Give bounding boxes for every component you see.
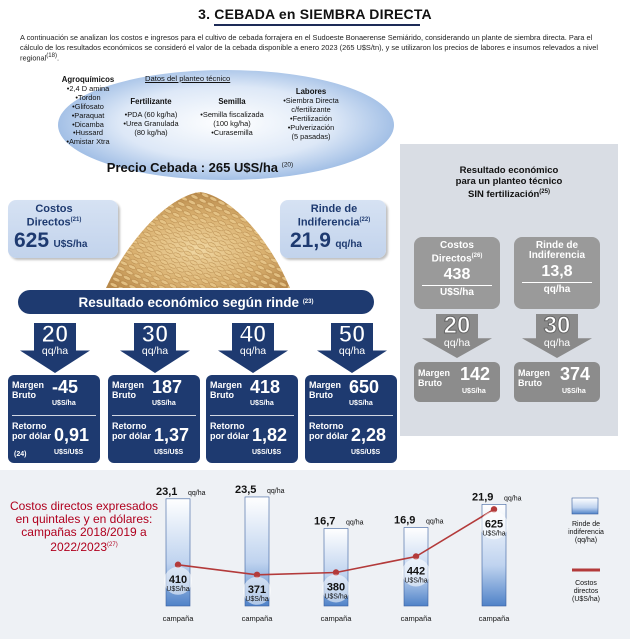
- rp-rinde-value: 20: [443, 312, 471, 339]
- labores-block: [274, 88, 348, 141]
- indiferencia-bar-label: 23,1: [156, 485, 178, 498]
- sin-fertilizacion-title: [400, 165, 618, 200]
- campaign-tick-label: campaña: [478, 614, 510, 623]
- indiferencia-bar-unit: qq/ha: [267, 487, 285, 495]
- retorno-note: (24): [14, 451, 27, 458]
- rinde-indiferencia-value-row: [290, 229, 362, 253]
- rp-title-line: Resultado económico: [459, 165, 559, 176]
- rp-margen-label: Margen Bruto: [518, 368, 551, 388]
- campaign-tick-label: campaña: [400, 614, 432, 623]
- margen-value: 650: [349, 377, 380, 397]
- margen-unit: U$S/ha: [52, 400, 76, 407]
- indiferencia-bar-unit: qq/ha: [346, 519, 364, 527]
- rinde-unit: qq/ha: [41, 345, 69, 357]
- costos-point-label: 380: [326, 581, 346, 594]
- agroquimicos-item: •Glifosato: [72, 101, 104, 111]
- card-divider: [112, 415, 196, 416]
- retorno-value: 1,82: [252, 425, 288, 445]
- labores-item: (5 pasadas): [291, 131, 331, 141]
- rp-margen-value: 374: [560, 364, 591, 384]
- rp-result-card: [414, 362, 500, 402]
- indiferencia-bar-label: 21,9: [472, 491, 494, 504]
- fertilizante-item: (80 kg/ha): [134, 127, 168, 137]
- resultado-banner: [18, 290, 374, 314]
- rp-costos-note: (26): [471, 253, 483, 259]
- rp-result-card: [514, 362, 600, 402]
- retorno-label: Retorno por dólar: [210, 421, 250, 441]
- labores-heading: Labores: [295, 87, 327, 96]
- technical-data-heading: Datos del planteo técnico: [145, 74, 231, 83]
- retorno-value: 0,91: [54, 425, 90, 445]
- rinde-indiferencia-unit: qq/ha: [335, 239, 362, 250]
- retorno-value: 1,37: [154, 425, 190, 445]
- costos-point-label: 625: [484, 518, 504, 531]
- agroquimicos-item: •Tordon: [75, 92, 101, 102]
- costos-chart-title-note: (27): [107, 542, 118, 548]
- rinde-indiferencia-box: [280, 200, 386, 258]
- costos-directos-heading: [24, 204, 84, 229]
- card-divider: [309, 415, 393, 416]
- labores-item: •Fertilización: [289, 113, 333, 123]
- semilla-item: •Curasemilla: [211, 127, 253, 137]
- campaign-tick-label: campaña: [320, 614, 352, 623]
- indiferencia-bar-unit: qq/ha: [504, 495, 522, 503]
- retorno-label: Retorno por dólar: [112, 421, 152, 441]
- costos-point-label: 442: [406, 565, 426, 578]
- margen-unit: U$S/ha: [152, 400, 176, 407]
- intro-text: A continuación se analizan los costos e ingresos para el cultivo de cebada forrajera en el Sudoeste Bonaerense Semiárido, considerando un plante de siembra directa. Para el cálculo de los resultados económicos se consideró el valor de la cebada disponible a enero 2023 (265 U$S/tn), y se utilizaron los precios de labores e insumos relevados a nivel regional: [20, 33, 599, 63]
- costos-directos-value: 625: [14, 229, 50, 252]
- campaign-tick-label: campaña: [162, 614, 194, 623]
- retorno-label: Retorno por dólar: [12, 421, 52, 441]
- rp-rinde-unit: qq/ha: [443, 337, 471, 349]
- rp-title-note: (25): [539, 189, 550, 195]
- retorno-unit: U$S/U$S: [252, 449, 282, 456]
- agroquimicos-block: [58, 76, 118, 147]
- costos-point-unit: U$S/ha: [482, 530, 506, 538]
- agroquimicos-item: •Paraquat: [71, 110, 105, 120]
- rinde-unit: qq/ha: [239, 345, 267, 357]
- legend-bar-label: Rinde de indiferencia (qq/ha): [568, 521, 604, 544]
- margen-unit: U$S/ha: [250, 400, 274, 407]
- rp-costos-divider: [422, 285, 492, 286]
- price-text: Precio Cebada : 265 U$S/ha: [106, 160, 279, 175]
- rp-costos-unit: U$S/ha: [440, 287, 474, 299]
- retorno-unit: U$S/U$S: [54, 449, 84, 456]
- rp-costos-heading: [414, 241, 500, 264]
- rp-indif-value: 13,8: [541, 263, 573, 280]
- resultado-banner-note: (23): [302, 299, 314, 305]
- rinde-indiferencia-value: 21,9: [290, 229, 331, 252]
- rp-rinde-unit: qq/ha: [543, 337, 571, 349]
- margen-label: Margen Bruto: [12, 380, 45, 400]
- rp-margen-value: 142: [460, 364, 491, 384]
- agroquimicos-item: •Amistar Xtra: [66, 137, 110, 147]
- fertilizante-heading: Fertilizante: [130, 97, 172, 106]
- costos-point-unit: U$S/ha: [324, 593, 348, 601]
- costos-directos-note: (21): [70, 217, 82, 223]
- rp-margen-unit: U$S/ha: [462, 388, 486, 395]
- rinde-indiferencia-note: (22): [359, 217, 371, 223]
- rinde-value: 40: [239, 321, 267, 348]
- semilla-heading: Semilla: [218, 97, 246, 106]
- card-divider: [12, 415, 96, 416]
- rinde-value: 30: [141, 321, 169, 348]
- rp-costos-box: [414, 237, 500, 309]
- rp-title-line: SIN fertilización: [468, 189, 540, 201]
- indiferencia-bar-label: 16,9: [394, 514, 416, 527]
- legend-bar-swatch: [572, 498, 598, 514]
- indiferencia-bar-unit: qq/ha: [188, 489, 206, 497]
- price-note: (20): [281, 161, 294, 169]
- fertilizante-item: •Urea Granulada: [123, 118, 179, 128]
- campaign-tick-label: campaña: [241, 614, 273, 623]
- agroquimicos-item: •Hussard: [72, 128, 104, 138]
- costos-directos-unit: U$S/ha: [53, 239, 88, 250]
- rp-title-line: para un planteo técnico: [455, 176, 563, 187]
- retorno-unit: U$S/U$S: [351, 449, 381, 456]
- indiferencia-bar-unit: qq/ha: [426, 518, 444, 526]
- rinde-value: 20: [41, 321, 69, 348]
- costos-chart-title-text: Costos directos expresados en quintales y en dólares: campañas 2018/2019 a 2022/2023: [9, 499, 159, 554]
- rinde-value: 50: [338, 321, 366, 348]
- costos-point-label: 371: [247, 583, 267, 596]
- fertilizante-block: [115, 98, 187, 138]
- card-divider: [210, 415, 294, 416]
- costos-point-unit: U$S/ha: [245, 595, 269, 603]
- rp-indif-divider: [522, 282, 592, 283]
- intro-period: .: [56, 53, 60, 63]
- barley-grain-image: [100, 176, 294, 292]
- costos-directos-box: [8, 200, 118, 258]
- page-title: 3. CEBADA en SIEMBRA DIRECTA: [198, 6, 432, 22]
- semilla-item: •Semilla fiscalizada: [200, 109, 264, 119]
- rp-margen-unit: U$S/ha: [562, 388, 586, 395]
- semilla-item: (100 kg/ha): [213, 118, 251, 128]
- costos-point-label: 410: [168, 573, 188, 586]
- retorno-unit: U$S/U$S: [154, 449, 184, 456]
- costos-point-unit: U$S/ha: [404, 577, 428, 585]
- margen-value: -45: [52, 377, 79, 397]
- margen-label: Margen Bruto: [210, 380, 243, 400]
- indiferencia-bar-label: 16,7: [314, 515, 336, 528]
- costos-point-unit: U$S/ha: [166, 585, 190, 593]
- rinde-unit: qq/ha: [141, 345, 169, 357]
- fertilizante-item: •PDA (60 kg/ha): [124, 109, 178, 119]
- margen-unit: U$S/ha: [349, 400, 373, 407]
- rp-costos-value: 438: [443, 266, 471, 284]
- rp-indif-unit: qq/ha: [543, 284, 571, 295]
- indiferencia-bar-label: 23,5: [235, 483, 257, 496]
- margen-label: Margen Bruto: [309, 380, 342, 400]
- retorno-value: 2,28: [351, 425, 387, 445]
- agroquimicos-item: •2,4 D amina: [66, 83, 110, 93]
- rinde-indiferencia-heading-text: Rinde de Indiferencia: [297, 203, 360, 229]
- agroquimicos-heading: Agroquímicos: [61, 75, 115, 84]
- rp-rinde-value: 30: [543, 312, 571, 339]
- agroquimicos-item: •Dicamba: [72, 119, 104, 129]
- result-card: [8, 375, 100, 463]
- retorno-label: Retorno por dólar: [309, 421, 349, 441]
- result-card: [305, 375, 397, 463]
- labores-item: •Pulverización: [287, 122, 335, 132]
- margen-value: 187: [152, 377, 183, 397]
- costos-directos-heading-text: Costos Directos: [26, 203, 73, 229]
- costos-chart: [0, 470, 630, 639]
- result-card: [108, 375, 200, 463]
- rp-indif-heading: Rinde de Indiferencia: [528, 240, 586, 261]
- costos-directos-value-row: [14, 229, 87, 253]
- result-card: [206, 375, 298, 463]
- labores-item: c/fertilizante: [291, 104, 331, 114]
- price-label: [0, 160, 400, 175]
- legend-line-label: Costos directos (U$S/ha): [571, 580, 601, 603]
- margen-label: Margen Bruto: [112, 380, 145, 400]
- labores-item: •Siembra Directa: [283, 95, 339, 105]
- rinde-indiferencia-heading: [284, 204, 384, 229]
- title-underline: [214, 24, 420, 26]
- rp-costos-heading-text: Costos Directos: [431, 240, 474, 265]
- intro-paragraph: [20, 33, 614, 63]
- rinde-unit: qq/ha: [338, 345, 366, 357]
- resultado-banner-text: Resultado económico según rinde: [78, 294, 300, 310]
- semilla-block: [192, 98, 272, 138]
- intro-note: (18): [46, 53, 57, 60]
- rp-indif-box: [514, 237, 600, 309]
- rp-margen-label: Margen Bruto: [418, 368, 451, 388]
- margen-value: 418: [250, 377, 281, 397]
